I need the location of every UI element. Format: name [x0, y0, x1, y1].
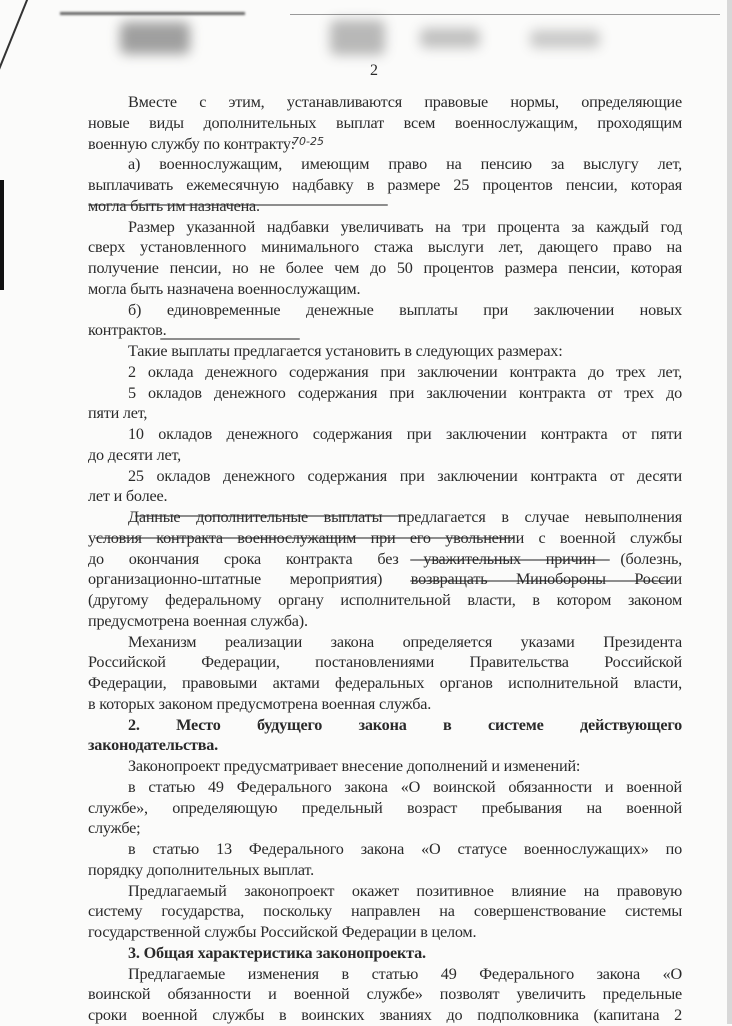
- text-line: лет и более.: [88, 487, 168, 506]
- scan-edge: [727, 0, 732, 1024]
- text-line: Размер указанной надбавки увеличивать на три процента за каждый год: [128, 217, 682, 236]
- scan-smudge: [420, 28, 480, 48]
- text-line: Законопроект предусматривает внесение дополнений и изменений:: [128, 757, 581, 775]
- text-line: получение пенсии, но не более чем до 50 процентов размера пенсии, которая: [88, 259, 682, 277]
- text-line: условия контракта военнослужащим при его увольнении с военной службы: [88, 528, 682, 547]
- document-body: [88, 92, 682, 1026]
- text-line: в статью 13 Федерального закона «О статусе военнослужащих» по: [128, 840, 682, 858]
- section-heading: законодательства.: [88, 736, 219, 755]
- text-line: пяти лет,: [88, 404, 148, 423]
- text-line: службе», определяющую предельный возраст пребывания на военной: [88, 798, 682, 817]
- text-line: порядку дополнительных выплат.: [88, 860, 314, 879]
- text-line: Предлагаемый законопроект окажет позитивное влияние на правовую: [128, 881, 682, 900]
- text-line: организационно-штатные мероприятия) возвращать Минобороны России: [88, 570, 682, 589]
- text-line: могла быть назначена военнослужащим.: [88, 279, 361, 298]
- text-line: могла быть им назначена.: [88, 196, 260, 215]
- text-line: 2 оклада денежного содержания при заключении контракта до трех лет,: [128, 362, 682, 381]
- text-line: Данные дополнительные выплаты предлагается в случае невыполнения: [128, 508, 682, 526]
- text-line: в которых законом предусмотрена военная служба.: [88, 694, 432, 713]
- text-line: контрактов.: [88, 321, 167, 340]
- text-line: 25 окладов денежного содержания при заключении контракта от десяти: [128, 466, 682, 485]
- scan-edge: [290, 14, 720, 15]
- text-line: а) военнослужащим, имеющим право на пенсию за выслугу лет,: [128, 155, 682, 174]
- scan-smudge: [530, 30, 600, 48]
- scan-smudge: [330, 20, 385, 55]
- text-line: новые виды дополнительных выплат всем военнослужащим, проходящим: [88, 113, 682, 132]
- text-line: сроки военной службы в воинских званиях до подполковника (капитана 2: [88, 1006, 682, 1024]
- scan-edge: [60, 12, 245, 15]
- text-line: Вместе с этим, устанавливаются правовые нормы, определяющие: [128, 93, 682, 111]
- page-number: 2: [370, 62, 378, 79]
- text-line: Такие выплаты предлагается установить в следующих размерах:: [128, 342, 563, 360]
- text-line: Федерации, правовыми актами федеральных органов исполнительной власти,: [88, 674, 682, 692]
- text-line: в статью 49 Федерального закона «О воинской обязанности и военной: [128, 777, 682, 796]
- text-line: до десяти лет,: [88, 445, 181, 464]
- text-line: систему государства, поскольку направлен на совершенствование системы: [88, 902, 682, 921]
- section-heading: 3. Общая характеристика законопроекта.: [128, 943, 426, 962]
- section-heading: 2. Место будущего закона в системе действующего: [128, 715, 682, 734]
- handwritten-note: 70-25: [292, 135, 324, 148]
- text-line: воинской обязанности и военной службе» позволят увеличить предельные: [88, 985, 682, 1004]
- text-line: предусмотрена военная служба).: [88, 611, 308, 630]
- text-line: военную службу по контракту:: [88, 134, 295, 153]
- scan-smudge: [120, 22, 190, 54]
- scan-fold-line: [0, 0, 32, 111]
- text-line: сверх установленного минимального стажа выслуги лет, дающего право на: [88, 238, 682, 257]
- text-line: б) единовременные денежные выплаты при заключении новых: [128, 300, 682, 319]
- scan-edge-mark: [0, 180, 4, 290]
- text-line: 5 окладов денежного содержания при заключении контракта от трех до: [128, 383, 682, 402]
- text-line: 10 окладов денежного содержания при заключении контракта от пяти: [128, 425, 682, 443]
- text-line: Механизм реализации закона определяется указами Президента: [128, 632, 682, 651]
- text-line: (другому федеральному органу исполнительной власти, в котором законом: [88, 591, 682, 609]
- text-line: службе;: [88, 819, 141, 838]
- text-line: до окончания срока контракта без уважительных причин (болезнь,: [88, 549, 682, 568]
- text-line: Российской Федерации, постановлениями Правительства Российской: [88, 653, 682, 672]
- text-line: выплачивать ежемесячную надбавку в размере 25 процентов пенсии, которая: [88, 176, 682, 194]
- text-line: Предлагаемые изменения в статью 49 Федерального закона «О: [128, 964, 682, 983]
- text-line: государственной службы Российской Федерации в целом.: [88, 923, 477, 941]
